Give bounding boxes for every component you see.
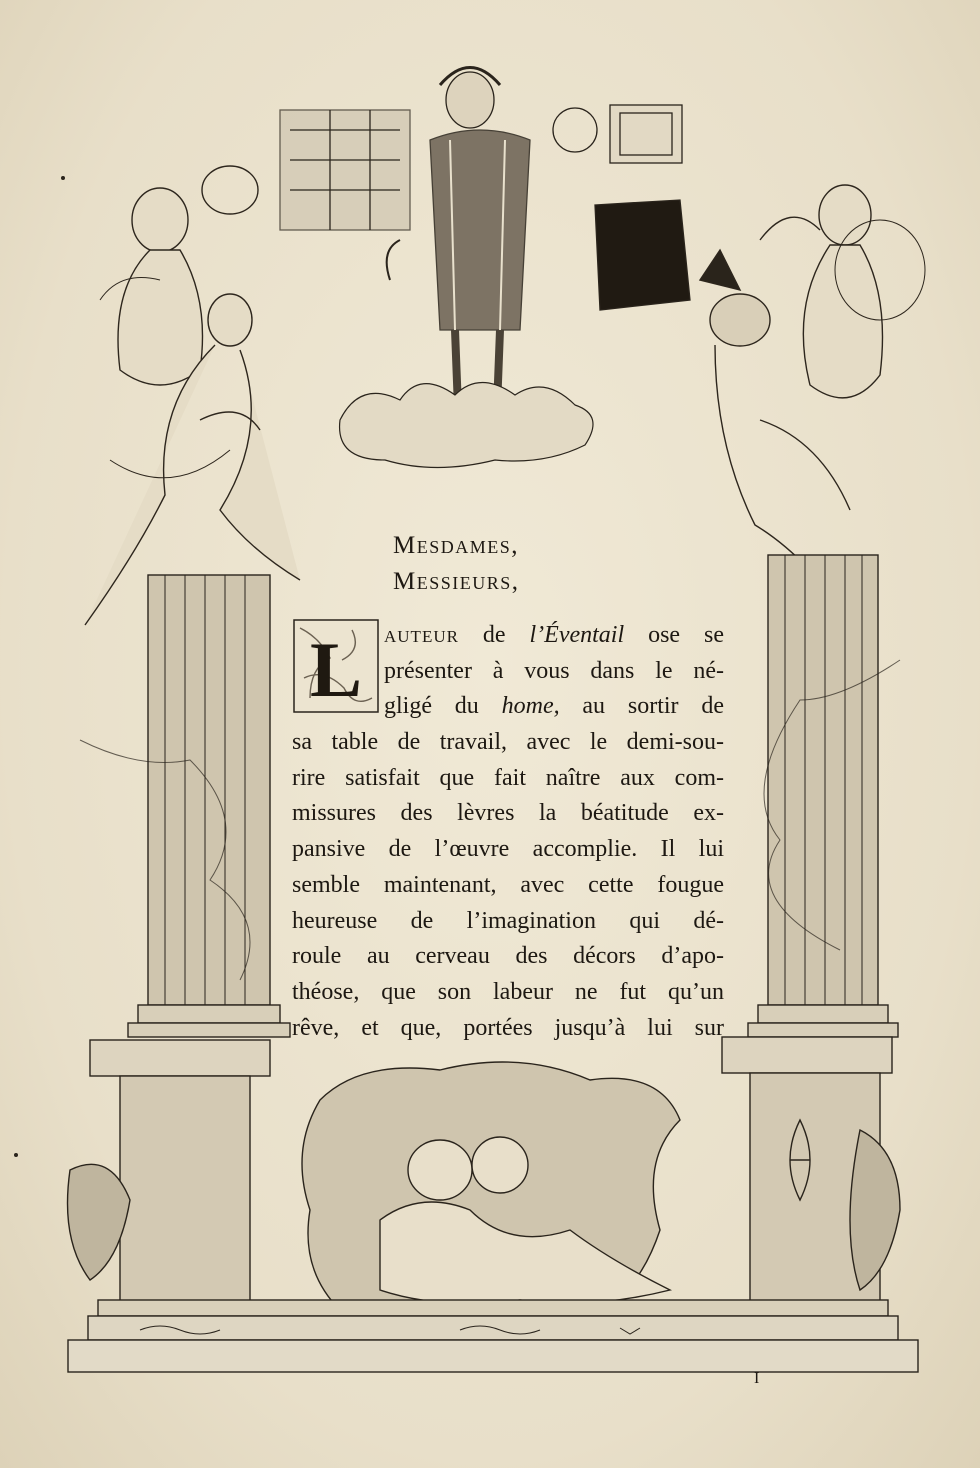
text-run: ose se <box>624 622 725 648</box>
text-line: sa table de travail, avec le demi-sou- <box>292 729 724 756</box>
text-line: présenter à vous dans le né- <box>384 657 724 684</box>
drop-cap-letter: L <box>309 626 363 713</box>
text-line: théose, que son labeur ne fut qu’un <box>292 978 724 1005</box>
text-run: au sortir de <box>559 693 724 720</box>
salutation-line-2: Messieurs, <box>393 568 520 595</box>
text-line: semble maintenant, avec cette fougue <box>292 871 724 898</box>
text-line <box>292 689 724 725</box>
body-text <box>292 618 724 1046</box>
salutation-line-1: Mesdames, <box>393 532 519 559</box>
italic-title: l’Éventail <box>529 622 625 648</box>
page-number: I <box>754 1370 760 1387</box>
left-figures <box>85 166 300 625</box>
text-line: missures des lèvres la béatitude ex- <box>292 800 724 827</box>
text-run: gligé du <box>384 693 502 720</box>
text-line: heureuse de l’imagination qui dé- <box>292 907 724 934</box>
text-line: rire satisfait que fait naître aux com- <box>292 764 724 791</box>
text-run: de <box>458 622 530 648</box>
text-line <box>292 618 724 654</box>
text-line: roule au cerveau des décors d’apo- <box>292 943 724 970</box>
text-line: pansive de l’œuvre accomplie. Il lui <box>292 836 724 863</box>
italic-word: home, <box>501 693 560 720</box>
text-run: auteur <box>384 622 459 648</box>
top-scene <box>280 68 690 468</box>
salutation <box>393 528 520 600</box>
text-line: rêve, et que, portées jusqu’à lui sur <box>292 1014 724 1041</box>
